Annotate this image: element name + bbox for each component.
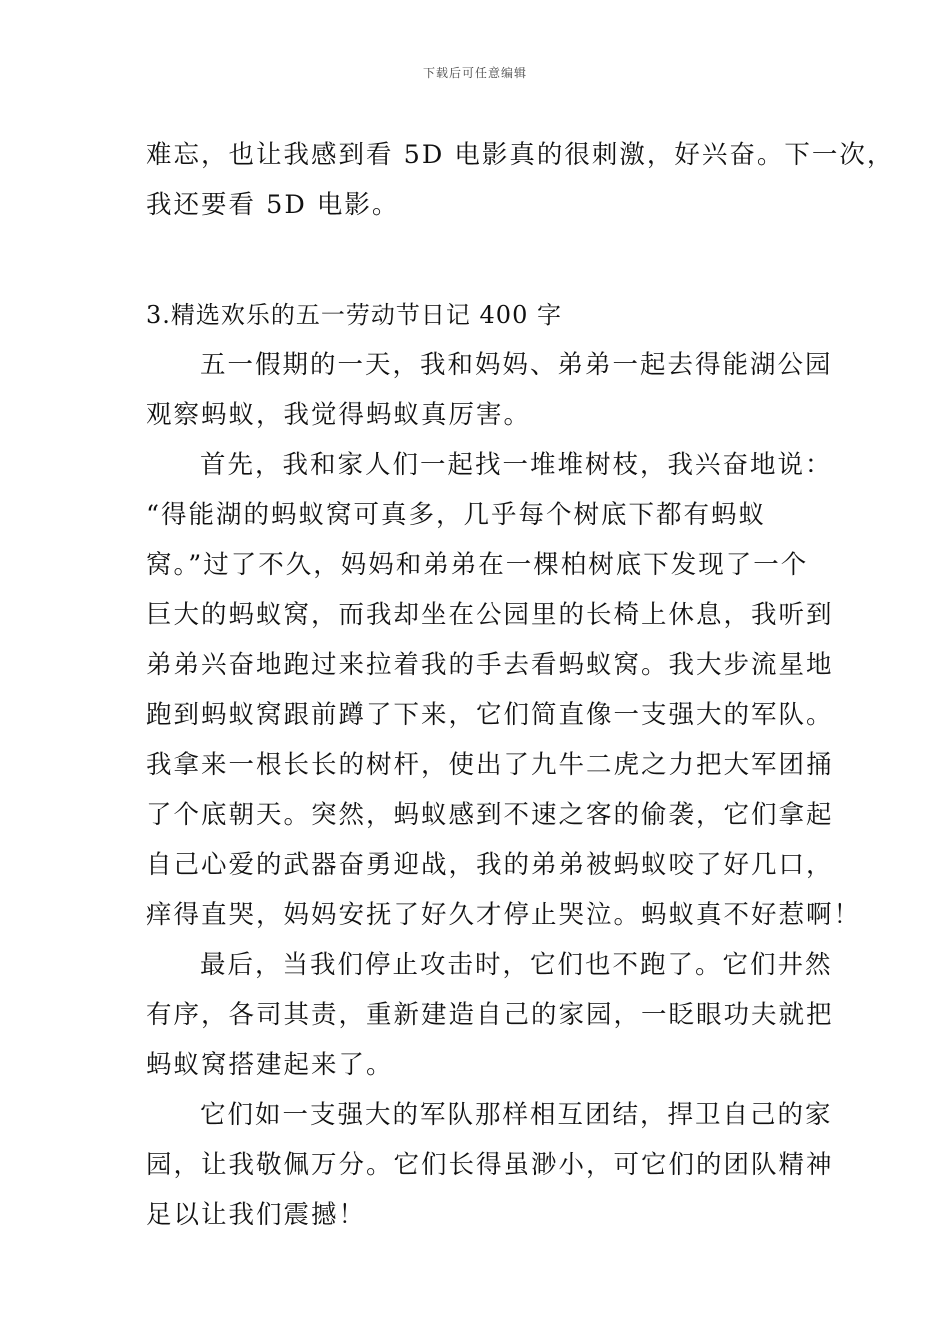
paragraph-line: 首先，我和家人们一起找一堆堆树枝，我兴奋地说： [200,450,833,480]
paragraph-line: 有序，各司其责，重新建造自己的家园，一眨眼功夫就把 [146,1000,834,1030]
paragraph-line: 蚂蚁窝搭建起来了。 [146,1050,394,1080]
section-heading: 3.精选欢乐的五一劳动节日记 400 字 [146,301,562,329]
paragraph-line: 窝。”过了不久，妈妈和弟弟在一棵柏树底下发现了一个 [146,550,809,580]
paragraph-line: 痒得直哭，妈妈安抚了好久才停止哭泣。蚂蚁真不好惹啊！ [146,900,862,930]
paragraph-line: 它们如一支强大的军队那样相互团结，捍卫自己的家 [200,1100,833,1130]
document-body [146,130,895,1240]
header-note: 下载后可任意编辑 [422,66,527,80]
paragraph-line: 巨大的蚂蚁窝，而我却坐在公园里的长椅上休息，我听到 [146,600,834,630]
intro-line: 我还要看 5D 电影。 [146,190,400,220]
paragraph-line: 足以让我们震撼！ [146,1200,367,1230]
paragraph-line: 弟弟兴奋地跑过来拉着我的手去看蚂蚁窝。我大步流星地 [146,650,834,680]
paragraph-line: “得能湖的蚂蚁窝可真多，几乎每个树底下都有蚂蚁 [146,500,767,530]
paragraph-line: 了个底朝天。突然，蚂蚁感到不速之客的偷袭，它们拿起 [146,800,834,830]
paragraph-line: 五一假期的一天，我和妈妈、弟弟一起去得能湖公园 [200,350,833,380]
paragraph-line: 最后，当我们停止攻击时，它们也不跑了。它们井然 [200,950,833,980]
paragraph-line: 跑到蚂蚁窝跟前蹲了下来，它们简直像一支强大的军队。 [146,700,834,730]
intro-line: 难忘，也让我感到看 5D 电影真的很刺激，好兴奋。下一次， [146,140,895,170]
paragraph-line: 园，让我敬佩万分。它们长得虽渺小，可它们的团队精神 [146,1150,834,1180]
paragraph-line: 自己心爱的武器奋勇迎战，我的弟弟被蚂蚁咬了好几口， [146,850,834,880]
section-gap [146,230,811,290]
paragraph-line: 观察蚂蚁，我觉得蚂蚁真厉害。 [146,400,532,430]
paragraph-line: 我拿来一根长长的树杆，使出了九牛二虎之力把大军团捅 [146,750,834,780]
